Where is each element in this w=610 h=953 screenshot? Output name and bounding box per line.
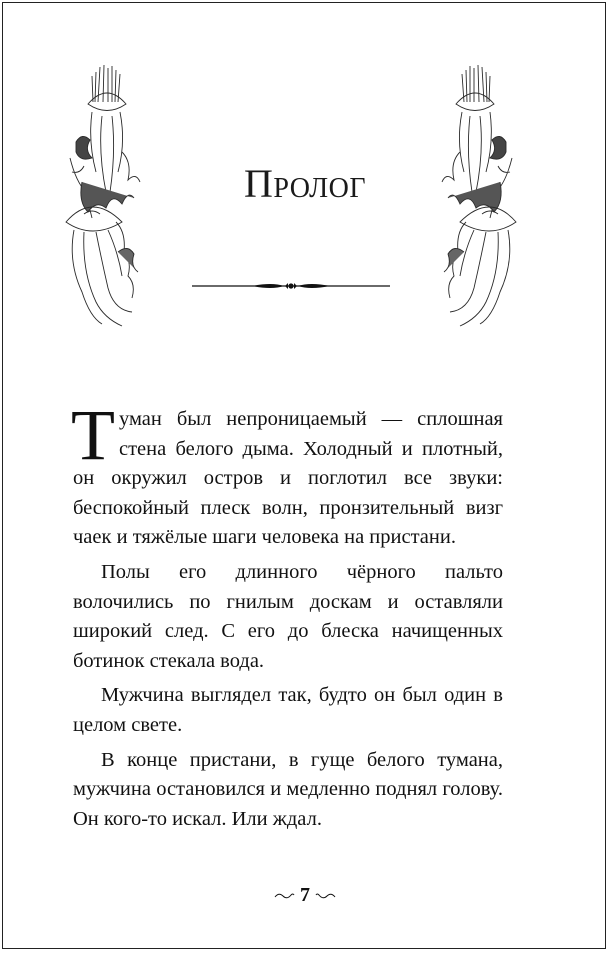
paragraph — [71, 395, 503, 553]
paragraph: Полы его длинного чёрного пальто волочились по гнилым доскам и оставляли широкий след. С его до блеска начищенных ботинок стекала вода. — [73, 560, 503, 672]
page-number-footer — [0, 884, 610, 907]
swirl-left-icon — [273, 891, 295, 901]
paragraph: Мужчина выглядел так, будто он был один в целом свете. — [73, 684, 503, 736]
paragraph: В конце пристани, в гуще белого тумана, мужчина остановился и медленно поднял голову. Он кого-то искал. Или ждал. — [73, 748, 503, 830]
page-number: 7 — [300, 884, 310, 906]
body-text — [71, 395, 503, 839]
paragraph-text: уман был непроницаемый — сплошная стена белого дыма. Холодный и плотный, он окружил остров и поглотил все звуки: беспокойный плеск волн, пронзительный визг чаек и тяжёлые шаги человека на пристани. — [73, 408, 503, 549]
ornamental-rule-icon — [192, 276, 390, 296]
swirl-right-icon — [315, 891, 337, 901]
drop-cap: Т — [71, 395, 115, 475]
chapter-title: Пролог — [243, 161, 367, 206]
